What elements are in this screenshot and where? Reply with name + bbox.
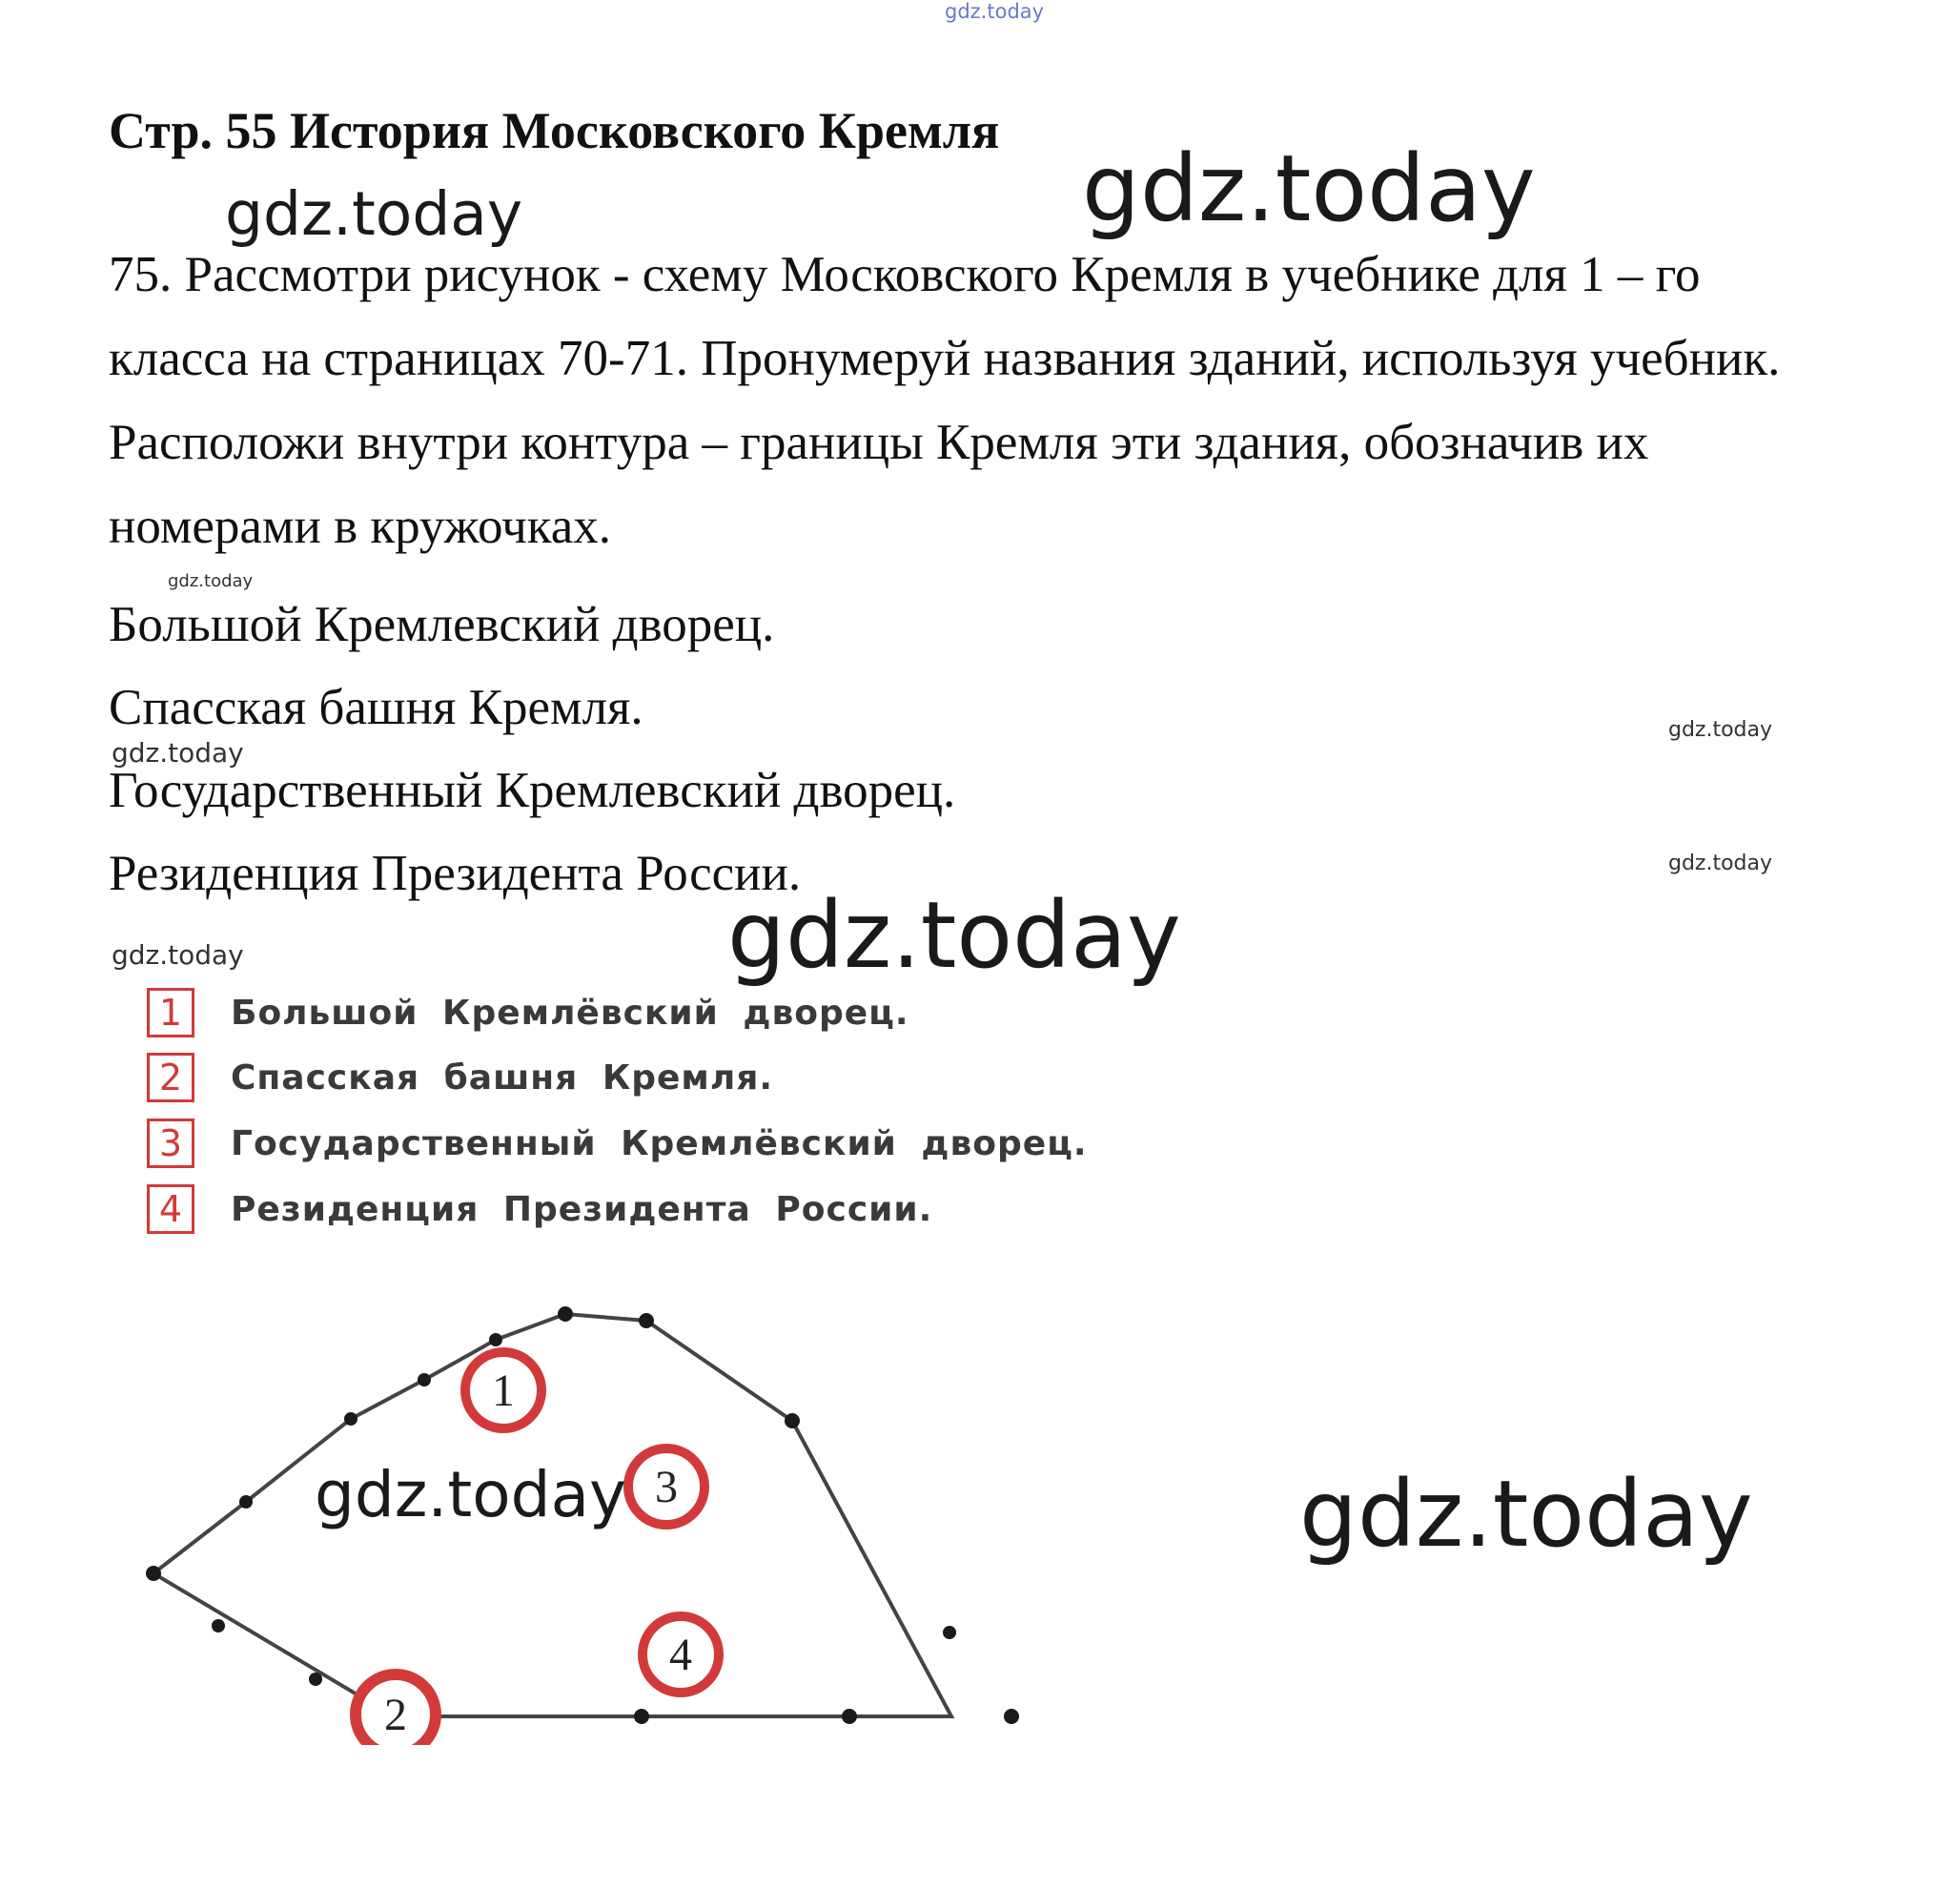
marker-3 <box>628 1448 704 1525</box>
boundary-point <box>558 1306 573 1322</box>
boundary-point <box>309 1673 322 1686</box>
legend-row <box>147 1049 773 1106</box>
watermark-medium: gdz.today <box>225 179 523 249</box>
boundary-point <box>639 1313 654 1328</box>
legend-number: 1 <box>147 988 194 1037</box>
watermark-top: gdz.today <box>945 0 1045 23</box>
building-markers <box>356 1352 719 1745</box>
marker-label: 1 <box>492 1365 515 1416</box>
marker-label: 2 <box>384 1690 407 1740</box>
answer-item: Резиденция Президента России. <box>109 846 802 901</box>
watermark-small: gdz.today <box>112 737 244 769</box>
watermark-small: gdz.today <box>112 939 244 971</box>
task-text: 75. Рассмотри рисунок - схему Московского Кремля в учебнике для 1 – го класса на страницах 70-71. Пронумеруй названия зданий, используя учебник. Расположи внутри контура – границы Кремля эти здания, обозначив их номерами в кружочках. <box>109 247 1781 554</box>
boundary-point <box>634 1709 649 1724</box>
watermark-small: gdz.today <box>1668 718 1773 742</box>
boundary-point <box>212 1619 225 1632</box>
watermark-large: gdz.today <box>727 882 1181 989</box>
legend-label: Спасская башня Кремля. <box>231 1057 774 1098</box>
legend-number: 3 <box>147 1119 194 1168</box>
answer-item: Большой Кремлевский дворец. <box>109 597 775 652</box>
legend-label: Большой Кремлёвский дворец. <box>231 993 909 1033</box>
legend-number: 4 <box>147 1184 194 1234</box>
answer-item: Спасская башня Кремля. <box>109 680 643 735</box>
watermark-small: gdz.today <box>168 571 254 591</box>
legend-row <box>147 1181 932 1238</box>
boundary-point <box>842 1709 857 1724</box>
watermark-medium: gdz.today <box>315 1458 627 1531</box>
legend-row <box>147 1115 1088 1172</box>
watermark-small: gdz.today <box>1668 852 1773 875</box>
boundary-point <box>489 1333 502 1346</box>
marker-1 <box>465 1352 541 1428</box>
legend-number: 2 <box>147 1053 194 1102</box>
kremlin-figure <box>112 963 1088 1745</box>
boundary-point <box>418 1373 431 1386</box>
boundary-point <box>785 1413 800 1428</box>
watermark-large: gdz.today <box>1299 1461 1753 1568</box>
marker-label: 4 <box>669 1630 692 1680</box>
boundary-point <box>239 1495 253 1509</box>
answer-item: Государственный Кремлевский дворец. <box>109 763 956 818</box>
boundary-point <box>943 1626 956 1639</box>
marker-label: 3 <box>655 1462 678 1512</box>
boundary-point <box>146 1566 161 1581</box>
boundary-point <box>344 1412 357 1426</box>
marker-2 <box>356 1674 436 1745</box>
boundary-point <box>1004 1709 1019 1724</box>
legend-row <box>147 984 909 1041</box>
legend-label: Государственный Кремлёвский дворец. <box>231 1123 1088 1163</box>
page-title: Стр. 55 История Московского Кремля <box>109 102 1000 159</box>
watermark-large: gdz.today <box>1082 135 1536 242</box>
marker-4 <box>643 1616 719 1693</box>
legend-label: Резиденция Президента России. <box>231 1189 933 1229</box>
